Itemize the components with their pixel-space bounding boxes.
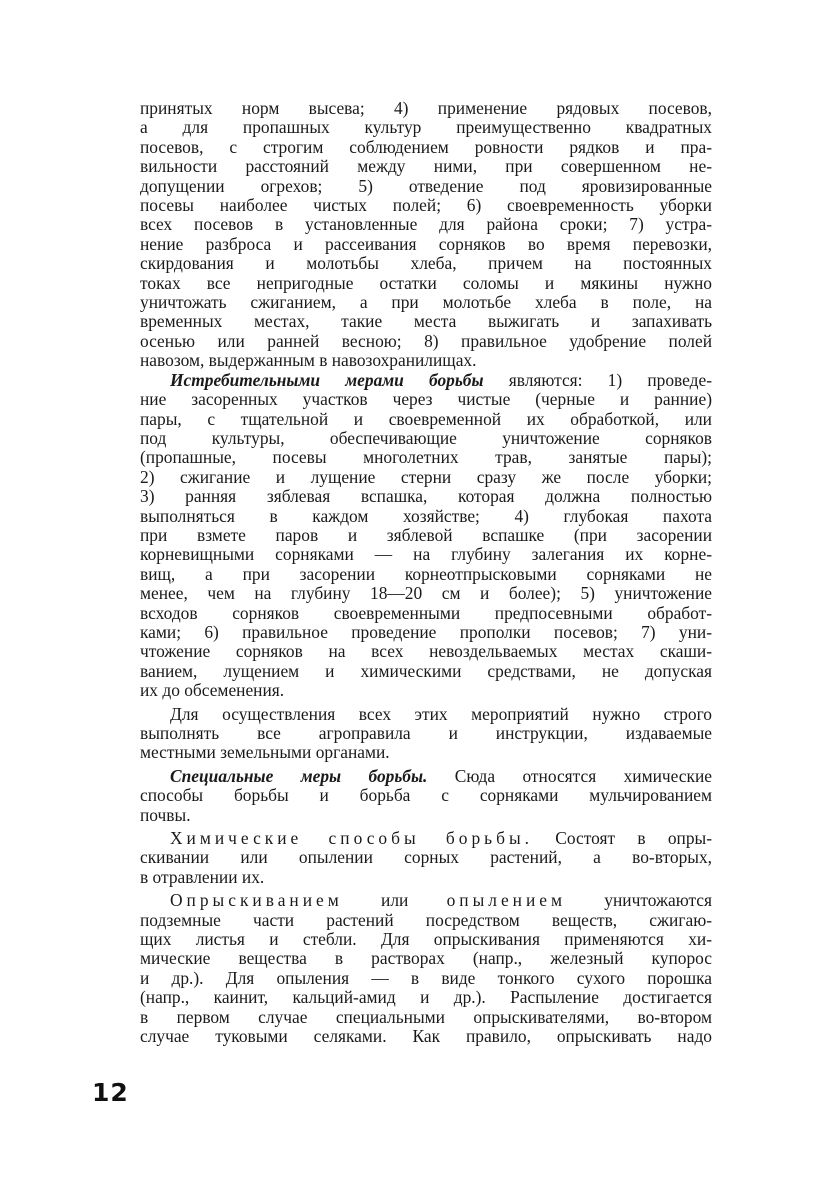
text-line: (пропашные, посевы многолетних трав, занятые пары); <box>140 447 712 468</box>
text-line: нение разброса и рассеивания сорняков во время перевозки, <box>140 233 712 254</box>
text-line: подземные части растений посредством веществ, сжигаю- <box>140 909 712 930</box>
text-line: вильности расстояний между ними, при совершенном не- <box>140 156 712 177</box>
text-fragment: или <box>342 890 447 911</box>
text-line: всех посевов в установленные для района сроки; 7) устра- <box>140 214 712 235</box>
text-line: под культуры, обеспечивающие уничтожение сорняков <box>140 427 712 448</box>
text-line: а для пропашных культур преимущественно квадратных <box>140 117 712 138</box>
text-line: токах все непригодные остатки соломы и мякины нужно <box>140 272 712 293</box>
text-fragment: Сюда относятся химические <box>427 765 713 786</box>
paragraph-spraying-dusting <box>140 891 712 1046</box>
text-line <box>140 371 712 390</box>
text-line <box>140 767 712 786</box>
spaced-term-spraying: Опрыскиванием <box>170 890 343 911</box>
text-line: навозом, выдержанным в навозохранилищах. <box>140 350 477 371</box>
paragraph-agro-rules <box>140 705 712 763</box>
text-line: их до обсеменения. <box>140 680 285 701</box>
text-line: чтожение сорняков на всех невоздельваемых местах скаши- <box>140 641 712 662</box>
spaced-term-chemical-methods: Химические способы борьбы. <box>170 828 533 849</box>
text-line: всходов сорняков своевременными предпосевными обработ- <box>140 602 712 623</box>
text-line: осенью или ранней весною; 8) правильное удобрение полей <box>140 330 712 351</box>
text-line: скирдования и молотьбы хлеба, причем на постоянных <box>140 253 712 274</box>
text-fragment: уничтожаются <box>566 890 712 911</box>
text-line: (напр., каинит, кальций-амид и др.). Распыление достигается <box>140 987 712 1008</box>
text-line: выполнять все агроправила и инструкции, издаваемые <box>140 723 712 743</box>
text-line: временных местах, такие места выжигать и запахивать <box>140 311 712 332</box>
text-line: принятых норм высева; 4) применение рядовых посевов, <box>140 98 712 118</box>
paragraph-special-measures <box>140 767 712 825</box>
text-line: в первом случае специальными опрыскивателями, во-втором <box>140 1006 712 1027</box>
text-line <box>140 891 712 910</box>
text-line: посевы наиболее чистых полей; 6) своевременность уборки <box>140 195 712 216</box>
text-line: корневищными сорняками — на глубину залегания их корне- <box>140 544 712 565</box>
text-line <box>140 829 712 848</box>
text-line: ками; 6) правильное проведение прополки посевов; 7) уни- <box>140 621 712 642</box>
paragraph-preventive-measures <box>140 99 712 371</box>
text-line: ние засоренных участков через чистые (черные и ранние) <box>140 389 712 410</box>
text-line: и др.). Для опыления — в виде тонкого сухого порошка <box>140 967 712 988</box>
italic-term-special-measures: Специальные меры борьбы. <box>170 765 428 786</box>
paragraph-exterminating-measures <box>140 371 712 701</box>
text-line: менее, чем на глубину 18—20 см и более); 5) уничтожение <box>140 583 712 604</box>
italic-term-exterminating-measures: Истребительными мерами борьбы <box>170 369 484 390</box>
text-line: при взмете паров и зяблевой вспашке (при засорении <box>140 524 712 545</box>
text-line: почвы. <box>140 804 191 825</box>
text-line: случае туковыми селяками. Как правило, опрыскивать надо <box>140 1026 712 1047</box>
text-line: 2) сжигание и лущение стерни сразу же после уборки; <box>140 466 712 487</box>
spaced-term-dusting: опылением <box>446 890 567 911</box>
text-line: скивании или опылении сорных растений, а во-вторых, <box>140 847 712 868</box>
page-body <box>140 99 712 1047</box>
paragraph-chemical-methods <box>140 829 712 887</box>
text-line: 3) ранняя зяблевая вспашка, которая должна полностью <box>140 486 712 507</box>
text-line: Для осуществления всех этих мероприятий нужно строго <box>170 703 712 724</box>
text-line: допущении огрехов; 5) отведение под яровизированные <box>140 175 712 196</box>
text-line: посевов, с строгим соблюдением ровности рядков и пра- <box>140 136 712 157</box>
text-line: мические вещества в растворах (напр., железный купорос <box>140 948 712 969</box>
text-line: выполняться в каждом хозяйстве; 4) глубокая пахота <box>140 505 712 526</box>
text-fragment: являются: 1) проведе- <box>483 369 712 390</box>
text-line: вищ, а при засорении корнеотпрысковыми сорняками не <box>140 563 712 584</box>
text-line: щих листья и стебли. Для опрыскивания применяются хи- <box>140 929 712 950</box>
text-line: в отравлении их. <box>140 866 265 887</box>
text-line: местными земельными органами. <box>140 742 390 763</box>
text-line: ванием, лущением и химическими средствами, не допуская <box>140 660 712 681</box>
text-line: пары, с тщательной и своевременной их обработкой, или <box>140 408 712 429</box>
text-line: уничтожать сжиганием, а при молотьбе хлеба в поле, на <box>140 292 712 313</box>
text-line: способы борьбы и борьба с сорняками мульчированием <box>140 785 712 806</box>
page-number: 12 <box>92 1078 129 1107</box>
text-fragment: Состоят в опры- <box>532 828 712 849</box>
